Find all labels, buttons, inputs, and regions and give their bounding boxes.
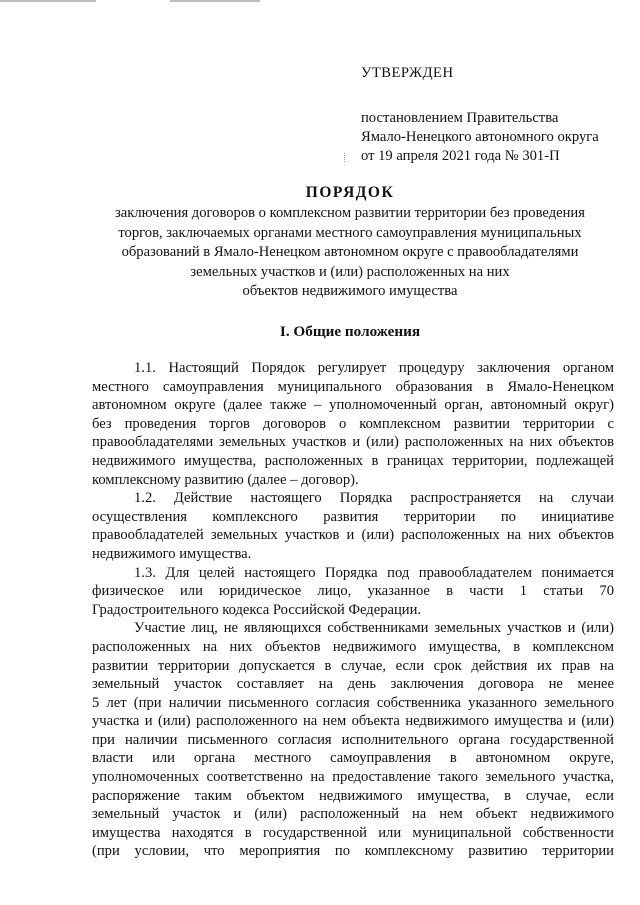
title-heading: ПОРЯДОК bbox=[305, 184, 395, 201]
title-line: торгов, заключаемых органами местного самоуправления муниципальных bbox=[118, 224, 582, 241]
body-line: земельный участок и (или) расположенный на нем объект недвижимого bbox=[92, 806, 614, 823]
body-line: распоряжение таким объектом недвижимого имущества, в случае, если bbox=[92, 787, 614, 804]
document-body bbox=[92, 359, 614, 861]
body-line: развитии территории допускается в случае, если срок действия их прав на bbox=[92, 657, 614, 674]
body-line: местного самоуправления муниципального образования в Ямало-Ненецком bbox=[92, 378, 614, 395]
body-line: 1.1. Настоящий Порядок регулирует процедуру заключения органом bbox=[134, 360, 614, 376]
body-line: Участие лиц, не являющихся собственниками земельных участков и (или) bbox=[134, 620, 614, 637]
approval-block bbox=[361, 64, 621, 166]
scan-artifact bbox=[0, 0, 96, 2]
approval-line: от 19 апреля 2021 года № 301-П bbox=[361, 148, 560, 164]
body-line: правообладателями земельных участков и (или) расположенных на них объектов bbox=[92, 434, 614, 451]
title-line: образований в Ямало-Ненецком автономном округе с правообладателями bbox=[121, 244, 579, 260]
body-line: уполномоченных соответственно на предоставление такого земельного участка, bbox=[92, 769, 614, 786]
body-line: физическое или юридическое лицо, указанное в части 1 статьи 70 bbox=[92, 583, 614, 600]
approval-line: постановлением Правительства bbox=[361, 110, 559, 126]
title-line: земельных участков и (или) расположенных на них bbox=[190, 263, 510, 280]
section-heading: I. Общие положения bbox=[279, 323, 421, 340]
body-line: Градостроительного кодекса Российской Федерации. bbox=[92, 601, 422, 618]
body-line: при наличии письменного согласия исполнительного органа государственной bbox=[92, 731, 614, 748]
body-line: имущества находятся в государственной или муниципальной собственности bbox=[92, 824, 614, 841]
body-line: 1.3. Для целей настоящего Порядка под правообладателем понимается bbox=[134, 564, 614, 581]
approval-stamp: УТВЕРЖДЕН bbox=[361, 65, 454, 81]
title-line: объектов недвижимого имущества bbox=[242, 283, 458, 299]
body-line: автономном округе (далее также – уполномоченный орган, автономный округ) bbox=[92, 397, 614, 414]
body-line: осуществления комплексного развития территории по инициативе bbox=[92, 508, 614, 525]
scan-artifact bbox=[170, 0, 260, 2]
body-line: без проведения торгов договоров о комплексном развитии территории с bbox=[92, 415, 614, 432]
title-line: заключения договоров о комплексном развитии территории без проведения bbox=[115, 205, 585, 221]
body-line: земельный участок составляет на день заключения договора не менее bbox=[92, 676, 614, 693]
body-line: правообладателей земельных участков и (или) расположенных на них объектов bbox=[92, 527, 614, 544]
body-line: участка и (или) расположенного на нем объекта недвижимого имущества и (или) bbox=[92, 713, 614, 730]
approval-line: Ямало-Ненецкого автономного округа bbox=[361, 129, 599, 145]
body-line: (при условии, что мероприятия по комплексному развитию территории bbox=[92, 843, 614, 860]
scan-artifact bbox=[344, 153, 347, 162]
body-line: недвижимого имущества. bbox=[92, 545, 252, 562]
body-line: недвижимого имущества, расположенных в границах территории, подлежащей bbox=[92, 452, 614, 469]
body-line: расположенных на них объектов недвижимого имущества, в комплексном bbox=[92, 638, 614, 655]
body-line: 5 лет (при наличии письменного согласия собственника указанного земельного bbox=[92, 694, 614, 711]
body-line: 1.2. Действие настоящего Порядка распространяется на случаи bbox=[134, 490, 614, 507]
document-title bbox=[92, 182, 608, 302]
body-line: власти или органа местного самоуправления в автономном округе, bbox=[92, 750, 614, 767]
body-line: комплексному развитию (далее – договор). bbox=[92, 471, 359, 488]
